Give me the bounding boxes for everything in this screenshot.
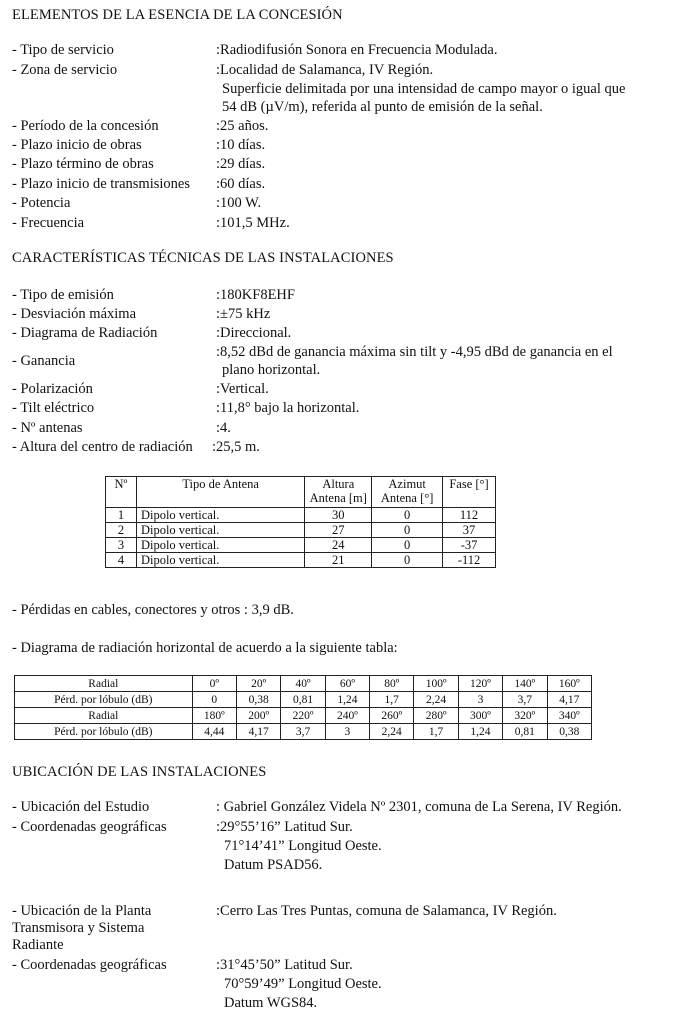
row-coordenadas-estudio (12, 819, 692, 838)
label: - Ubicación del Estudio (12, 799, 150, 815)
radial-cell: 200º (236, 708, 280, 724)
value: :Localidad de Salamanca, IV Región. (216, 62, 434, 78)
row-polarizacion (12, 381, 692, 400)
cell-tipo: Dipolo vertical. (136, 538, 304, 553)
value: :10 días. (216, 137, 266, 153)
coord2-datum: Datum WGS84. (224, 995, 318, 1011)
coord1-datum: Datum PSAD56. (224, 857, 323, 873)
section-title-caracteristicas: CARACTERÍSTICAS TÉCNICAS DE LAS INSTALACIONES (12, 250, 394, 266)
cell-fase: -112 (443, 553, 496, 568)
value: :100 W. (216, 195, 262, 211)
row-altura-radiacion (12, 439, 692, 458)
radial-cell: 0º (192, 676, 236, 692)
row-plazo-termino-obras (12, 156, 692, 175)
coord1-longitud: 71°14’41” Longitud Oeste. (224, 838, 382, 854)
table-row (106, 538, 496, 553)
perdidas-cell: 3 (325, 724, 369, 740)
radial-cell: 280º (414, 708, 458, 724)
radial-cell: 160º (547, 676, 592, 692)
row-num-antenas (12, 420, 692, 439)
row-coordenadas-planta (12, 957, 692, 976)
row-potencia (12, 195, 692, 214)
row-tilt (12, 400, 692, 419)
perdidas-cell: 2,24 (414, 692, 458, 708)
cell-tipo: Dipolo vertical. (136, 508, 304, 523)
header-azimut: Azimut Antena [°] (372, 477, 443, 508)
radial-cell: 100º (414, 676, 458, 692)
radial-row (15, 676, 592, 692)
table-header-row (106, 477, 496, 508)
radial-label: Radial (15, 708, 193, 724)
radial-cell: 240º (325, 708, 369, 724)
label: - Tipo de emisión (12, 287, 114, 303)
label: - Potencia (12, 195, 71, 211)
planta-value: :Cerro Las Tres Puntas, comuna de Salamanca, IV Región. (216, 903, 557, 919)
perdidas-cell: 4,17 (547, 692, 592, 708)
zona-continuation-1: Superficie delimitada por una intensidad de campo mayor o igual que (222, 81, 626, 97)
perdidas-cell: 1,7 (370, 692, 414, 708)
zona-continuation-2: 54 dB (µV/m), referida al punto de emisión de la señal. (222, 99, 543, 115)
section-title-esencia: ELEMENTOS DE LA ESENCIA DE LA CONCESIÓN (12, 7, 343, 23)
radial-cell: 340º (547, 708, 592, 724)
value: :Vertical. (216, 381, 269, 397)
label: - Desviación máxima (12, 306, 137, 322)
section-title-ubicacion: UBICACIÓN DE LAS INSTALACIONES (12, 764, 267, 780)
planta-label-2: Transmisora y Sistema (12, 920, 145, 936)
radial-cell: 140º (503, 676, 547, 692)
label: - Plazo inicio de obras (12, 137, 142, 153)
label: - Tilt eléctrico (12, 400, 95, 416)
cell-altura: 30 (305, 508, 372, 523)
radial-cell: 300º (458, 708, 502, 724)
row-tipo-servicio (12, 42, 692, 61)
value: :101,5 MHz. (216, 215, 290, 231)
cell-fase: 112 (443, 508, 496, 523)
perdidas-cell: 1,7 (414, 724, 458, 740)
value: :Direccional. (216, 325, 292, 341)
row-zona-servicio (12, 62, 692, 81)
value: :25 años. (216, 118, 269, 134)
label: - Zona de servicio (12, 62, 118, 78)
perdidas-cell: 4,44 (192, 724, 236, 740)
cell-altura: 24 (305, 538, 372, 553)
label: - Ganancia (12, 353, 76, 369)
cell-tipo: Dipolo vertical. (136, 523, 304, 538)
value: :60 días. (216, 176, 266, 192)
perdidas-cell: 0,38 (236, 692, 280, 708)
value: :Radiodifusión Sonora en Frecuencia Modulada. (216, 42, 498, 58)
perdidas-cell: 1,24 (325, 692, 369, 708)
radial-cell: 260º (370, 708, 414, 724)
label: - Nº antenas (12, 420, 83, 436)
cell-n: 1 (106, 508, 137, 523)
cell-n: 3 (106, 538, 137, 553)
value: :29°55’16” Latitud Sur. (216, 819, 353, 835)
value: :29 días. (216, 156, 266, 172)
diagrama-text: - Diagrama de radiación horizontal de acuerdo a la siguiente tabla: (12, 640, 398, 656)
label: - Altura del centro de radiación (12, 439, 193, 455)
cell-n: 4 (106, 553, 137, 568)
perdidas-cell: 3,7 (503, 692, 547, 708)
table-row (106, 508, 496, 523)
label: - Frecuencia (12, 215, 85, 231)
perdidas-cell: 3,7 (281, 724, 325, 740)
value: :4. (216, 420, 231, 436)
cell-fase: 37 (443, 523, 496, 538)
row-diagrama-radiacion (12, 325, 692, 344)
label: - Coordenadas geográficas (12, 819, 167, 835)
label: - Diagrama de Radiación (12, 325, 158, 341)
ganancia-value: :8,52 dBd de ganancia máxima sin tilt y -4,95 dBd de ganancia en el (216, 344, 613, 360)
header-tipo: Tipo de Antena (136, 477, 304, 508)
perdidas-cell: 0,81 (503, 724, 547, 740)
value: :180KF8EHF (216, 287, 295, 303)
header-fase: Fase [°] (443, 477, 496, 508)
perdidas-cell: 0 (192, 692, 236, 708)
perdidas-cell: 2,24 (370, 724, 414, 740)
planta-label-1: - Ubicación de la Planta (12, 903, 152, 919)
cell-n: 2 (106, 523, 137, 538)
label: - Plazo inicio de transmisiones (12, 176, 190, 192)
cell-altura: 21 (305, 553, 372, 568)
row-tipo-emision (12, 287, 692, 306)
header-n: Nº (106, 477, 137, 508)
perdidas-cell: 0,81 (281, 692, 325, 708)
perdidas-cell: 3 (458, 692, 502, 708)
row-ubicacion-estudio (12, 799, 692, 818)
radial-table (14, 675, 592, 740)
label: - Tipo de servicio (12, 42, 114, 58)
radial-cell: 80º (370, 676, 414, 692)
radial-cell: 20º (236, 676, 280, 692)
table-row (106, 553, 496, 568)
row-desviacion (12, 306, 692, 325)
table-row (106, 523, 496, 538)
label: - Período de la concesión (12, 118, 159, 134)
row-plazo-transmisiones (12, 176, 692, 195)
radial-cell: 60º (325, 676, 369, 692)
radial-cell: 40º (281, 676, 325, 692)
radial-cell: 320º (503, 708, 547, 724)
value: :25,5 m. (212, 439, 260, 455)
perdidas-label: Pérd. por lóbulo (dB) (15, 692, 193, 708)
coord2-longitud: 70°59’49” Longitud Oeste. (224, 976, 382, 992)
perdidas-cell: 0,38 (547, 724, 592, 740)
label: - Plazo término de obras (12, 156, 154, 172)
radial-row (15, 708, 592, 724)
value: :11,8° bajo la horizontal. (216, 400, 360, 416)
perdidas-cell: 1,24 (458, 724, 502, 740)
cell-azimut: 0 (372, 538, 443, 553)
perdidas-label: Pérd. por lóbulo (dB) (15, 724, 193, 740)
perdidas-row (15, 724, 592, 740)
label: - Polarización (12, 381, 93, 397)
radial-cell: 120º (458, 676, 502, 692)
row-periodo (12, 118, 692, 137)
perdidas-cell: 4,17 (236, 724, 280, 740)
cell-altura: 27 (305, 523, 372, 538)
cell-azimut: 0 (372, 523, 443, 538)
radial-label: Radial (15, 676, 193, 692)
cell-azimut: 0 (372, 553, 443, 568)
value: :±75 kHz (216, 306, 271, 322)
value: :31°45’50” Latitud Sur. (216, 957, 353, 973)
cell-fase: -37 (443, 538, 496, 553)
perdidas-text: - Pérdidas en cables, conectores y otros : 3,9 dB. (12, 602, 294, 618)
ganancia-continuation: plano horizontal. (222, 362, 321, 378)
label: - Coordenadas geográficas (12, 957, 167, 973)
planta-label-3: Radiante (12, 937, 64, 953)
value: : Gabriel González Videla Nº 2301, comuna de La Serena, IV Región. (216, 799, 622, 815)
row-plazo-inicio-obras (12, 137, 692, 156)
antenna-table (105, 476, 496, 568)
cell-azimut: 0 (372, 508, 443, 523)
radial-cell: 220º (281, 708, 325, 724)
cell-tipo: Dipolo vertical. (136, 553, 304, 568)
radial-cell: 180º (192, 708, 236, 724)
row-frecuencia (12, 215, 692, 234)
header-altura: Altura Antena [m] (305, 477, 372, 508)
perdidas-row (15, 692, 592, 708)
